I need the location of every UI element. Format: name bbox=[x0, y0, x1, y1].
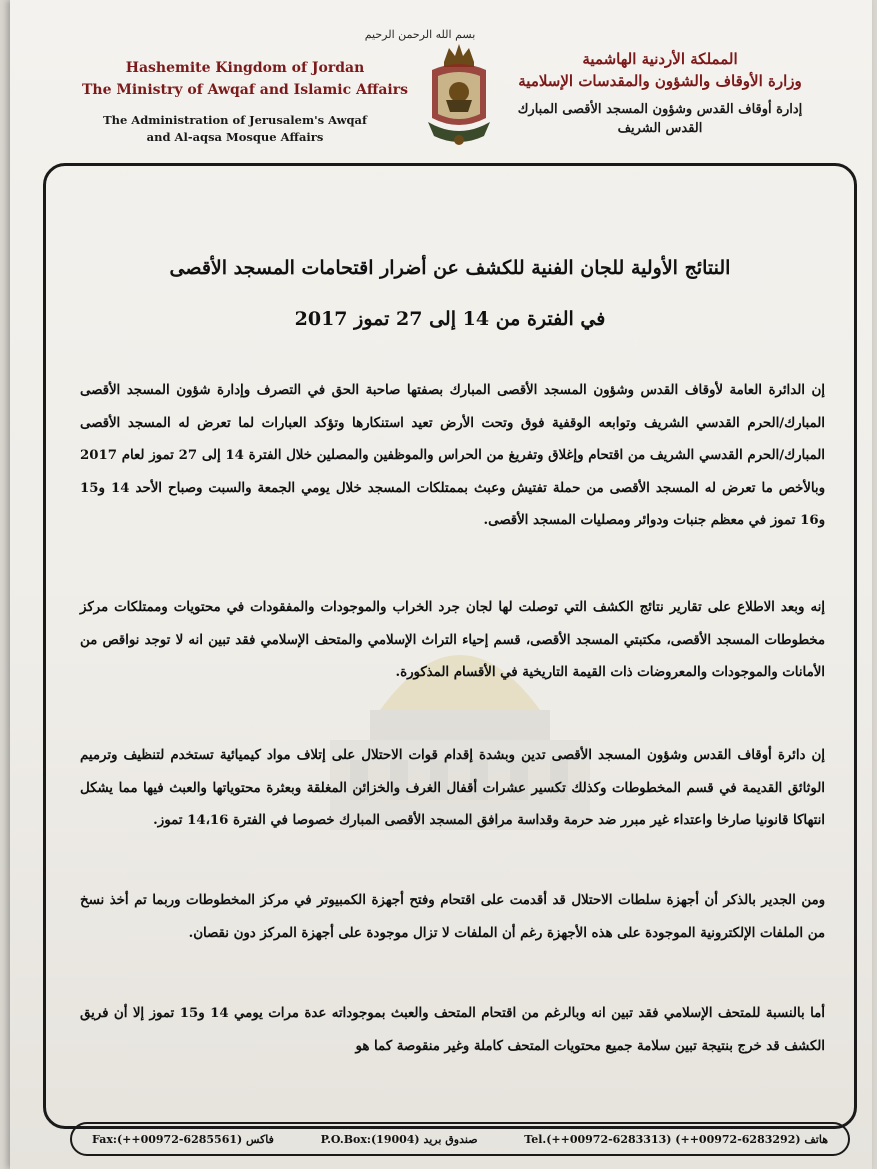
paragraph-4: ومن الجدير بالذكر أن أجهزة سلطات الاحتلال قد أقدمت على اقتحام وفتح أجهزة الكمبيوتر في مركز المخطوطات وربما تم أخذ نسخ من الملفات الإلكترونية الموجودة على هذه الأجهزة رغم أن الملفات لا تزال موجودة على أجهزة المركز دون نقصان. bbox=[80, 893, 825, 941]
ar-kingdom: المملكة الأردنية الهاشمية bbox=[582, 50, 738, 68]
footer-fax: Fax:(++00972-6285561) فاكس bbox=[92, 1132, 274, 1146]
ar-admin: إدارة أوقاف القدس وشؤون المسجد الأقصى المبارك bbox=[517, 102, 803, 117]
ar-ministry: وزارة الأوقاف والشؤون والمقدسات الإسلامية bbox=[518, 72, 802, 90]
paragraph-1: إن الدائرة العامة لأوقاف القدس وشؤون المسجد الأقصى المبارك بصفتها صاحبة الحق في التصرف وإدارة شؤون المسجد الأقصى المبارك/الحرم القدسي الشريف وتوابعه الوقفية فوق وتحت الأرض تعيد استنكارها وتؤكد العبارات لما تعرض له المسجد الأقصى المبارك/الحرم القدسي الشريف من اقتحام وإغلاق وتفريغ من الحراس والموظفين والمصلين خلال الفترة 14 إلى 27 تموز لعام 2017 وبالأخص ما تعرض له المسجد الأقصى من حملة تفتيش وعبث بممتلكات المسجد خلال يومي الجمعة والسبت وصباح الأحد 14 و15 و16 تموز في معظم جنبات ودوائر ومصليات المسجد الأقصى. bbox=[80, 383, 825, 528]
contact-footer bbox=[70, 1122, 850, 1156]
basmala: بسم الله الرحمن الرحيم bbox=[364, 28, 476, 41]
en-ministry: The Ministry of Awqaf and Islamic Affairs bbox=[81, 82, 409, 98]
footer-tel: Tel.(++00972-6283313) (++00972-6283292) هاتف bbox=[524, 1132, 828, 1146]
arabic-header bbox=[495, 48, 825, 92]
en-admin-line2: and Al-aqsa Mosque Affairs bbox=[146, 130, 324, 144]
footer-pobox: P.O.Box:(19004) صندوق بريد bbox=[320, 1132, 478, 1146]
document-title: النتائج الأولية للجان الفنية للكشف عن أضرار اقتحامات المسجد الأقصى bbox=[169, 257, 731, 279]
letter-page bbox=[10, 0, 872, 1169]
en-admin-line1: The Administration of Jerusalem's Awqaf bbox=[103, 113, 367, 127]
jordan-coat-of-arms-icon bbox=[422, 40, 496, 152]
arabic-subheader bbox=[500, 100, 820, 138]
paragraph-2: إنه وبعد الاطلاع على تقارير نتائج الكشف التي توصلت لها لجان جرد الخراب والموجودات والمفقودات في محتويات وممتلكات مركز مخطوطات المسجد الأقصى، مكتبتي المسجد الأقصى، قسم إحياء التراث الإسلامي والمتحف الإسلامي فقد تبين انه لا توجد نواقص من الأمانات والموجودات والمعروضات ذات القيمة التاريخية في الأقسام المذكورة. bbox=[80, 600, 825, 680]
english-subheader bbox=[85, 112, 385, 146]
en-kingdom: Hashemite Kingdom of Jordan bbox=[125, 60, 365, 76]
paragraph-3: إن دائرة أوقاف القدس وشؤون المسجد الأقصى تدين وبشدة إقدام قوات الاحتلال على إتلاف مواد كيميائية تستخدم لتنظيف وترميم الوثائق القديمة في قسم المخطوطات وكذلك تكسير عشرات أقفال الغرف والخزائن المغلقة وبعثرة محتوياتها والعبث فيها مما يشكل انتهاكا قانونيا صارخا واعتداء غير مبرر ضد حرمة وقداسة مرافق المسجد الأقصى المبارك خصوصا في الفترة 14،16 تموز. bbox=[80, 748, 825, 828]
document-subtitle: في الفترة من 14 إلى 27 تموز 2017 bbox=[294, 308, 606, 330]
english-header bbox=[75, 60, 415, 98]
ar-city: القدس الشريف bbox=[617, 121, 703, 136]
paragraph-5: أما بالنسبة للمتحف الإسلامي فقد تبين انه وبالرغم من اقتحام المتحف والعبث بموجوداته عدة مرات يومي 14 و15 تموز إلا أن فريق الكشف قد خرج بنتيجة تبين سلامة جميع محتويات المتحف كاملة وغير منقوصة كما هو bbox=[80, 1006, 825, 1054]
